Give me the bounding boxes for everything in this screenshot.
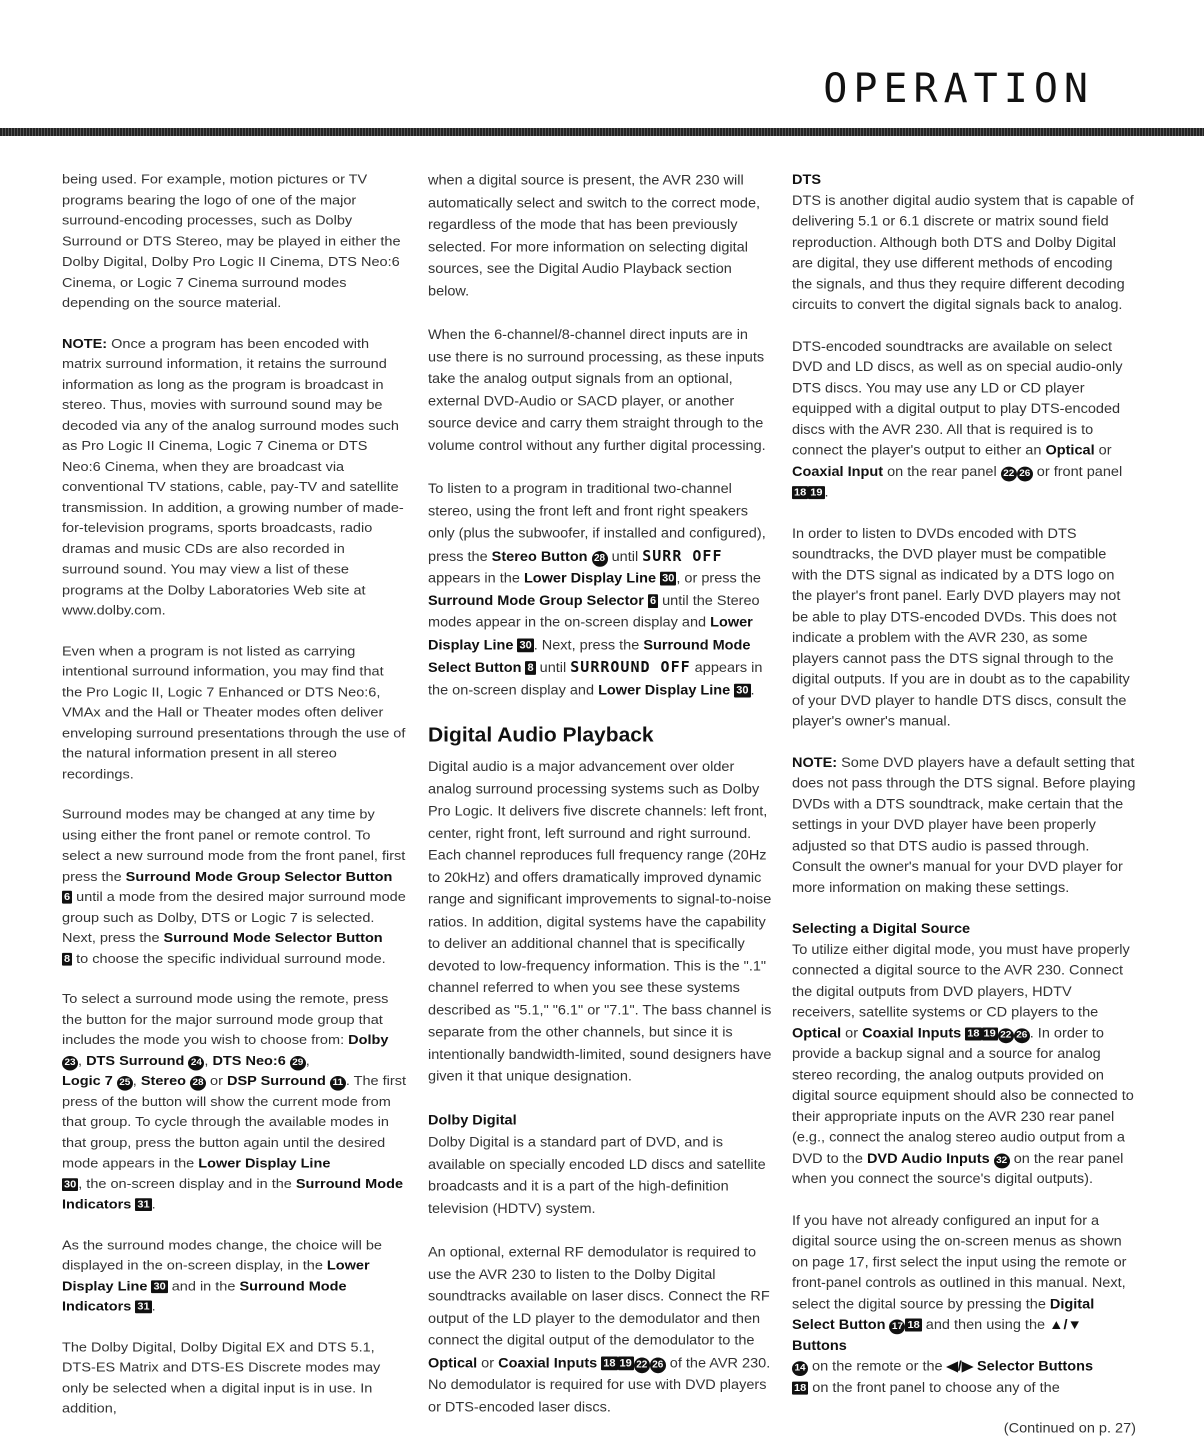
callout-badge: 8 — [527, 662, 534, 674]
callout-badge: 6 — [649, 594, 657, 607]
paragraph: In order to listen to DVDs encoded with DTS soundtracks, the DVD player must be compatible with the DTS signal as indicated by a DTS logo on the player's front panel. Early DVD players may not be able to play DTS-encoded DVDs. This does not indicate a problem with the AVR 230, as some players cannot pass the DTS signal through to the digital outputs. If you are in doubt as to the capability of your DVD player to handle DTS discs, consult the player's owner's manual. — [792, 526, 1130, 729]
paragraph: To select a surround mode using the remote, press the button for the major surround mode group that includes the mode you wish to choose from: Dolby 23 , DTS Surround 24 , DTS Neo:6 29 , Logic 7 25 , Stereo 28 or DSP Surround 11 . The first press of the button will show the current mode from that group. To cycle through the available modes in that group, press the button again until the desired mode appears in the Lower Display Line 30 , the on-screen display and in the Surround Mode Indicators 31 . — [62, 992, 407, 1212]
callout-badge: 8 — [64, 953, 71, 965]
callout-badge: 24 — [188, 1055, 204, 1070]
callout-badge: 30 — [662, 572, 675, 585]
callout-badge: 30 — [64, 1178, 77, 1190]
callout-badge: 14 — [792, 1361, 808, 1376]
column-3 — [792, 170, 1136, 1440]
note-label: NOTE: — [62, 336, 108, 352]
note-label: NOTE: — [792, 755, 838, 771]
column-2 — [428, 170, 772, 1440]
callout-badge: 26 — [1017, 466, 1033, 481]
note-paragraph: NOTE: Some DVD players have a default setting that does not pass through the DTS signal. Before playing DVDs with a DTS soundtrack, make certain that the settings in your DVD player have been properly adjusted so that DTS audio is passed through. Consult the owner's manual for your DVD player for more information on making these settings. — [792, 755, 1136, 896]
paragraph: To listen to a program in traditional two-channel stereo, using the front left and front right speakers only (plus the subwoofer, if installed and configured), press the Stereo Button 28 until SURR OFF appears in the Lower Display Line 30 , or press the Surround Mode Group Selector 6 until the Stereo modes appear in the on-screen display and Lower Display Line 30 . Next, press the Surround Mode Select Button 8 until SURROUND OFF appears in the on-screen display and Lower Display Line 30 . — [428, 481, 766, 698]
callout-badge: 28 — [190, 1076, 206, 1091]
paragraph: If you have not already configured an input for a digital source using the on-screen menus as shown on page 17, first select the input using the remote or front-panel controls as outlined in this manual. Next, select the digital source by pressing the Digital Select Button 17 18 and then using the ▲/▼ Buttons 14 on the remote or the ◀/▶ Selector Buttons 18 on the front panel to choose any of the — [792, 1213, 1127, 1396]
callout-badge: 22 — [998, 1028, 1014, 1043]
column-1 — [62, 170, 406, 1440]
callout-badge: 25 — [117, 1076, 133, 1091]
paragraph: Surround modes may be changed at any time by using either the front panel or remote control. To select a new surround mode from the front panel, first press the Surround Mode Group Selector Button 6 until a mode from the desired major surround mode group such as Dolby, DTS or Logic 7 is selected. Next, press the Surround Mode Selector Button 8 to choose the specific individual surround mode. — [62, 807, 406, 967]
note-paragraph: NOTE: Once a program has been encoded with matrix surround information, it retains the surround information as long as the program is broadcast in stereo. Thus, movies with surround sound may be decoded via any of the analog surround modes such as Pro Logic II Cinema, Logic 7 Cinema or DTS Neo:6 Cinema, when they are broadcast via conventional TV stations, cable, pay-TV and satellite transmission. In addition, a growing number of made-for-television programs, sports broadcasts, radio dramas and music CDs are also recorded in surround sound. You may view a list of these programs at the Dolby Laboratories Web site at www.dolby.com. — [62, 336, 404, 618]
callout-badge: 26 — [650, 1357, 666, 1373]
paragraph: The Dolby Digital, Dolby Digital EX and DTS 5.1, DTS-ES Matrix and DTS-ES Discrete modes may only be selected when a digital input is in use. In addition, — [62, 1340, 381, 1417]
paragraph: When the 6-channel/8-channel direct inputs are in use there is no surround processing, as these inputs take the analog output signals from an optional, external DVD-Audio or SACD player, or another source device and carry them straight through to the volume control without any further digital processing. — [428, 327, 766, 454]
callout-badge: 30 — [519, 639, 532, 651]
callout-badge: 18 — [794, 1382, 807, 1394]
callout-badge: 11 — [330, 1076, 346, 1091]
subsection-title: Dolby Digital — [428, 1112, 517, 1129]
callout-badge: 22 — [634, 1357, 650, 1373]
callout-badge: 19 — [983, 1027, 996, 1040]
callout-badge: 17 — [889, 1319, 905, 1334]
callout-badge: 18 — [603, 1356, 616, 1369]
callout-badge: 18 — [907, 1319, 920, 1331]
page-title: OPERATION — [823, 66, 1094, 112]
lcd-text: SURR OFF — [642, 546, 723, 565]
callout-badge: 19 — [619, 1356, 632, 1369]
paragraph: being used. For example, motion pictures or TV programs bearing the logo of one of the major surround-encoding processes, such as Dolby Surround or DTS Stereo, may be played in either the Dolby Digital, Dolby Pro Logic II Cinema, DTS Neo:6 Cinema, or Logic 7 Cinema surround modes depending on the source material. — [62, 172, 401, 311]
paragraph: DTS-encoded soundtracks are available on select DVD and LD discs, as well as on special audio-only DTS discs. You may use any LD or CD player equipped with a digital output to play DTS-encoded discs with the AVR 230. All that is required is to connect the player's output to either an Optical or Coaxial Input on the rear panel 22 26 or front panel 18 19 . — [792, 339, 1123, 501]
lcd-text: SURROUND OFF — [570, 658, 691, 676]
paragraph: As the surround modes change, the choice will be displayed in the on-screen display, in the Lower Display Line 30 and in the Surround Mode Indicators 31 . — [62, 1237, 382, 1315]
section-title: Digital Audio Playback — [428, 723, 654, 747]
paragraph: Dolby Digital is a standard part of DVD, and is available on specially encoded LD discs and satellite broadcasts and it is a part of the high-definition television (HDTV) system. — [428, 1134, 766, 1217]
callout-badge: 29 — [290, 1055, 306, 1070]
callout-badge: 32 — [994, 1153, 1010, 1168]
callout-badge: 6 — [64, 891, 71, 903]
header-rule — [0, 128, 1204, 136]
paragraph: An optional, external RF demodulator is required to use the AVR 230 to listen to the Dolby Digital soundtracks available on laser discs. Connect the RF output of the LD player to the demodulator and then connect the digital output of the demodulator to the Optical or Coaxial Inputs 18 19 22 26 of the AVR 230. No demodulator is required for use with DVD players or DTS-encoded laser discs. — [428, 1244, 771, 1415]
callout-badge: 26 — [1014, 1028, 1030, 1043]
callout-badge: 30 — [736, 684, 749, 696]
callout-badge: 18 — [794, 487, 807, 499]
callout-badge: 19 — [810, 487, 823, 499]
subsection-title: DTS — [792, 172, 821, 188]
continued-note: (Continued on p. 27) — [1003, 1421, 1136, 1437]
callout-badge: 31 — [137, 1199, 150, 1211]
callout-badge: 23 — [62, 1055, 78, 1070]
callout-badge: 30 — [153, 1280, 166, 1292]
paragraph: Even when a program is not listed as carrying intentional surround information, you may find that the Pro Logic II, Logic 7 Enhanced or DTS Neo:6, VMAx and the Hall or Theater modes often deliver enveloping surround presentations through the use of the natural information present in all stereo recordings. — [62, 643, 406, 782]
callout-badge: 31 — [137, 1301, 150, 1313]
paragraph: Digital audio is a major advancement over older analog surround processing systems such as Dolby Pro Logic. It delivers five discrete channels: left front, center, right front, left surround and right surround. Each channel reproduces full frequency range (20Hz to 20kHz) and offers dramatically improved dynamic range and significant improvements to signal-to-noise ratios. In addition, digital systems have the capability to deliver an additional channel that is specifically devoted to low-frequency information. This is the ".1" channel referred to when you see these systems described as "5.1," "6.1" or "7.1". The bass channel is separate from the other channels, but since it is intentionally bandwidth-limited, sound designers have given it that unique designation. — [428, 759, 772, 1085]
callout-badge: 18 — [967, 1027, 980, 1040]
subsection-title: Selecting a Digital Source — [792, 921, 971, 937]
paragraph: when a digital source is present, the AVR 230 will automatically select and switch to the correct mode, regardless of the mode that has been previously selected. For more information on selecting digital sources, see the Digital Audio Playback section below. — [428, 172, 761, 300]
callout-badge: 28 — [592, 551, 608, 567]
paragraph: To utilize either digital mode, you must have properly connected a digital source to the AVR 230. Connect the digital outputs from DVD players, HDTV receivers, satellite systems or CD players to the Optical or Coaxial Inputs 18 19 22 26 . In order to provide a backup signal and a source for analog stereo recording, the analog outputs provided on digital source equipment should also be connected to their appropriate inputs on the AVR 230 rear panel (e.g., connect the analog stereo audio output from a DVD to the DVD Audio Inputs 32 on the rear panel when you connect the source's digital outputs). — [792, 942, 1134, 1187]
paragraph: DTS is another digital audio system that is capable of delivering 5.1 or 6.1 discrete or matrix sound field reproduction. Although both DTS and Dolby Digital are digital, they use different methods of encoding the signals, and thus they require different decoding circuits to convert the digital signals back to analog. — [792, 193, 1134, 313]
callout-badge: 22 — [1001, 466, 1017, 481]
